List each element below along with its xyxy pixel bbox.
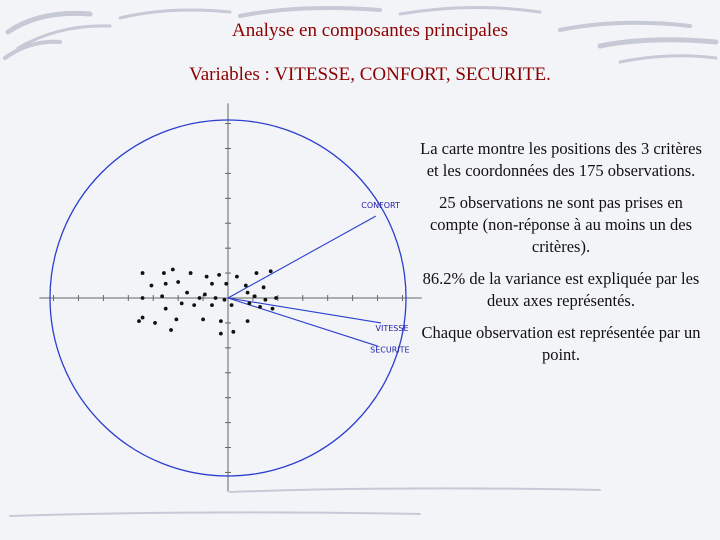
observation-point	[258, 305, 262, 309]
observation-point	[150, 284, 154, 288]
observation-point	[205, 275, 209, 279]
observation-point	[198, 296, 202, 300]
observation-point	[247, 301, 251, 305]
observation-point	[255, 271, 259, 275]
observation-point	[224, 282, 228, 286]
observation-point	[269, 269, 273, 273]
vector-vitesse	[228, 298, 381, 323]
paragraph-description: La carte montre les positions des 3 critères et les coordonnées des 175 observations.	[420, 139, 702, 180]
vector-securite	[228, 298, 378, 346]
observation-point	[162, 271, 166, 275]
observation-point	[263, 298, 267, 302]
observation-point	[203, 293, 207, 297]
observation-point	[189, 271, 193, 275]
observation-point	[185, 291, 189, 295]
observation-point	[201, 317, 205, 321]
observation-point	[253, 294, 257, 298]
observation-point	[235, 275, 239, 279]
observation-point	[274, 296, 278, 300]
observation-points	[137, 268, 278, 336]
observation-point	[219, 332, 223, 336]
paragraph-missing: 25 observations ne sont pas prises en compte (non-réponse à au moins un des critères).	[429, 193, 693, 256]
axes	[39, 103, 421, 491]
observation-point	[246, 319, 250, 323]
paragraph-points: Chaque observation est représentée par un point.	[421, 323, 701, 364]
observation-point	[171, 268, 175, 272]
observation-point	[176, 280, 180, 284]
observation-point	[137, 319, 141, 323]
observation-point	[262, 285, 266, 289]
observation-point	[231, 330, 235, 334]
observation-point	[244, 284, 248, 288]
vector-confort	[228, 216, 376, 298]
explanation-text	[420, 138, 702, 376]
observation-point	[230, 303, 234, 307]
observation-point	[219, 319, 223, 323]
observation-point	[164, 282, 168, 286]
observation-point	[180, 301, 184, 305]
observation-point	[164, 307, 168, 311]
observation-point	[141, 316, 145, 320]
observation-point	[210, 303, 214, 307]
vector-label-securite: SECURITE	[370, 345, 410, 355]
observation-point	[223, 298, 227, 302]
slide-title: Analyse en composantes principales	[232, 20, 508, 41]
paragraph-variance: 86.2% de la variance est expliquée par les deux axes représentés.	[422, 269, 700, 310]
variable-vectors	[228, 201, 410, 354]
observation-point	[217, 273, 221, 277]
observation-point	[153, 321, 157, 325]
observation-point	[174, 317, 178, 321]
observation-point	[192, 303, 196, 307]
vector-label-confort: CONFORT	[361, 201, 400, 211]
observation-point	[169, 328, 173, 332]
observation-point	[141, 296, 145, 300]
observation-point	[210, 282, 214, 286]
observation-point	[160, 294, 164, 298]
observation-point	[214, 296, 218, 300]
vector-label-vitesse: VITESSE	[375, 323, 409, 333]
observation-point	[246, 291, 250, 295]
observation-point	[141, 271, 145, 275]
slide-subtitle: Variables : VITESSE, CONFORT, SECURITE.	[189, 64, 551, 85]
observation-point	[271, 307, 275, 311]
